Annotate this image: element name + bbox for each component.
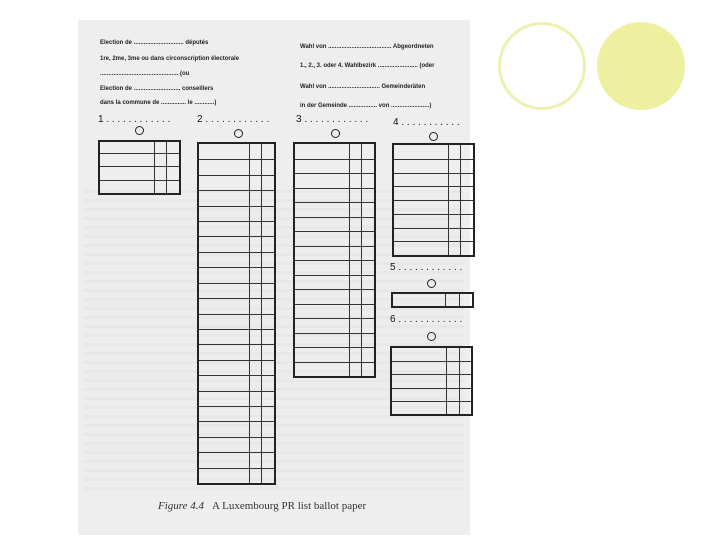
ballot-row	[295, 304, 374, 305]
list-2-grid[interactable]	[197, 142, 276, 485]
header-de-line-2: 1., 2., 3. oder 4. Wahlbezirk ........................ (oder	[300, 63, 435, 69]
ballot-row	[392, 401, 471, 402]
header-fr-line-1: Election de .............................. députés	[100, 40, 209, 46]
ballot-row	[199, 221, 274, 222]
ballot-row	[394, 200, 473, 201]
ballot-row	[295, 173, 374, 174]
ballot-row	[394, 159, 473, 160]
ballot-row	[295, 217, 374, 218]
ballot-row	[199, 391, 274, 392]
ballot-row	[199, 236, 274, 237]
ballot-row	[199, 406, 274, 407]
header-de-line-3: Wahl von ............................... Gemeinderäten	[300, 84, 426, 90]
ballot-row	[199, 267, 274, 268]
list-4-grid[interactable]	[392, 143, 475, 257]
header-fr-line-3: ............................................... (ou	[100, 71, 190, 77]
list-6-circle-icon[interactable]	[427, 332, 436, 341]
ballot-row	[199, 375, 274, 376]
list-6-grid[interactable]	[390, 346, 473, 416]
list-2-circle-icon[interactable]	[234, 129, 243, 138]
ballot-row	[295, 202, 374, 203]
ballot-row	[199, 159, 274, 160]
ballot-row	[394, 173, 473, 174]
ballot-row	[295, 347, 374, 348]
list-2-label: 2 . . . . . . . . . . . .	[197, 114, 270, 125]
ballot-row	[199, 283, 274, 284]
header-de-line-4: in der Gemeinde ................. von .......................)	[300, 103, 432, 109]
list-3-circle-icon[interactable]	[331, 129, 340, 138]
list-3-grid[interactable]	[293, 142, 376, 378]
header-de-line-1: Wahl von ...................................... Abgeordneten	[300, 44, 434, 50]
list-1-circle-icon[interactable]	[135, 126, 144, 135]
list-6-label: 6 . . . . . . . . . . . .	[390, 314, 463, 325]
ballot-row	[199, 190, 274, 191]
list-1-label: 1 . . . . . . . . . . . .	[98, 114, 171, 125]
figure-number: Figure 4.4	[158, 500, 205, 512]
ballot-row	[394, 214, 473, 215]
decorative-filled-circle	[597, 22, 685, 110]
ballot-row	[392, 361, 471, 362]
ballot-row	[199, 329, 274, 330]
ballot-row	[295, 275, 374, 276]
ballot-row	[199, 452, 274, 453]
header-fr-line-4: Election de ............................ conseillers	[100, 86, 214, 92]
list-3-label: 3 . . . . . . . . . . . .	[296, 114, 369, 125]
ballot-row	[199, 206, 274, 207]
list-4-circle-icon[interactable]	[429, 132, 438, 141]
ballot-row	[295, 260, 374, 261]
ballot-row	[394, 241, 473, 242]
list-5-circle-icon[interactable]	[427, 279, 436, 288]
ballot-row	[295, 188, 374, 189]
ballot-row	[295, 289, 374, 290]
ballot-row	[199, 298, 274, 299]
ballot-row	[295, 159, 374, 160]
ballot-row	[199, 421, 274, 422]
ballot-row	[295, 246, 374, 247]
ballot-row	[295, 231, 374, 232]
ballot-row	[199, 468, 274, 469]
ballot-row	[392, 388, 471, 389]
figure-caption	[158, 500, 366, 512]
ballot-row	[199, 314, 274, 315]
ballot-row	[295, 362, 374, 363]
header-fr-line-2: 1re, 2me, 3me ou dans circonscription électorale	[100, 56, 240, 62]
decorative-outline-circle	[498, 22, 586, 110]
ballot-row	[392, 374, 471, 375]
ballot-row	[295, 333, 374, 334]
header-fr-line-5: dans la commune de ............... le ............)	[100, 100, 217, 106]
list-5-grid[interactable]	[391, 292, 474, 308]
ballot-row	[199, 437, 274, 438]
ballot-row	[295, 318, 374, 319]
list-1-grid[interactable]	[98, 140, 181, 195]
ballot-row	[199, 175, 274, 176]
ballot-row	[394, 186, 473, 187]
ballot-row	[199, 360, 274, 361]
list-4-label: 4 . . . . . . . . . . .	[393, 117, 460, 128]
figure-caption-text: A Luxembourg PR list ballot paper	[212, 500, 367, 512]
ballot-row	[199, 344, 274, 345]
list-5-label: 5 . . . . . . . . . . . .	[390, 262, 463, 273]
ballot-row	[199, 252, 274, 253]
ballot-row	[394, 228, 473, 229]
